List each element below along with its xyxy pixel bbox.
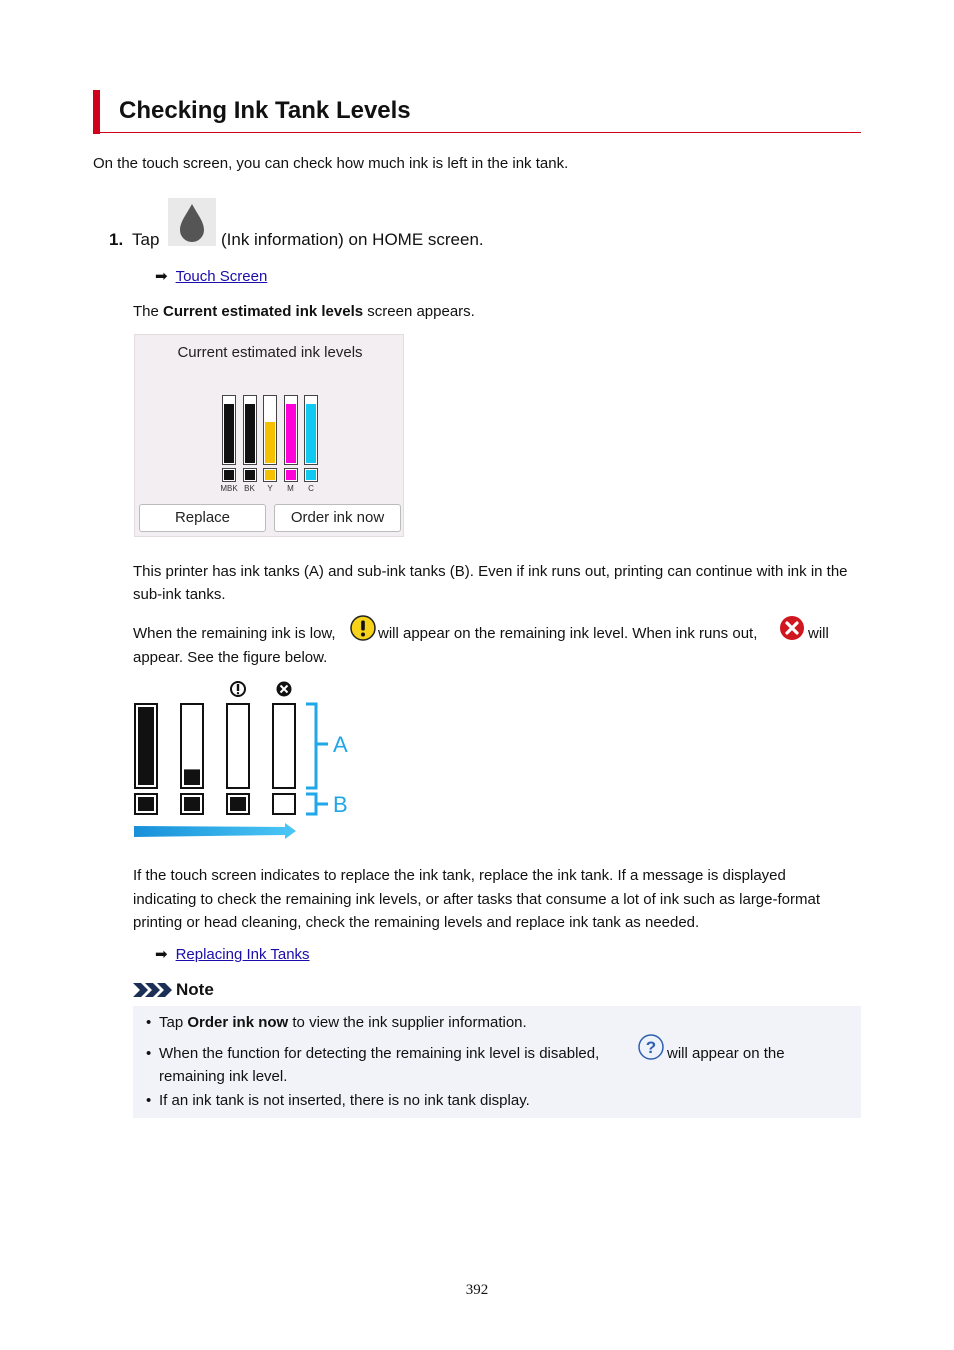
ink-tank-c xyxy=(304,395,318,465)
ink-out-error-icon xyxy=(779,615,805,645)
ink-level-figure xyxy=(130,678,360,843)
ink-levels-screen xyxy=(134,334,404,537)
arrow-right-icon: ➡ xyxy=(155,268,168,285)
link-replacing-row xyxy=(155,943,310,966)
ink-tank-label: M xyxy=(287,484,294,493)
para-low-part2: will appear on the remaining ink level. When ink runs out, xyxy=(378,625,758,642)
appears-bold: Current estimated ink levels xyxy=(163,303,364,320)
note-title: Note xyxy=(176,980,214,999)
note-item-1: • Tap Order ink now to view the ink supplier information. xyxy=(146,1014,527,1031)
figure-ink-tank-fill xyxy=(184,769,200,785)
sub-ink-tank-c xyxy=(304,468,318,482)
paragraph-tanks: This printer has ink tanks (A) and sub-ink tanks (B). Even if ink runs out, printing can continue with ink in the sub-ink tanks. xyxy=(133,563,848,603)
sub-ink-tank-y xyxy=(263,468,277,482)
figure-ink-tank-fill xyxy=(138,707,154,785)
ink-tank-bk xyxy=(243,395,257,465)
figure-sub-ink-tank-fill xyxy=(138,797,154,811)
step-tap-text: Tap xyxy=(132,230,160,249)
figure-sub-ink-tank-fill xyxy=(230,797,246,811)
ink-tank-fill xyxy=(286,404,296,463)
note-item-2: • When the function for detecting the remaining ink level is disabled, xyxy=(146,1045,600,1062)
para-replace-line3: printing or head cleaning, check the remaining levels and replace ink tank as needed. xyxy=(133,914,700,931)
note-icon xyxy=(133,981,173,1003)
link-touch-screen-row xyxy=(155,265,267,288)
intro-text: On the touch screen, you can check how much ink is left in the ink tank. xyxy=(93,155,569,172)
figure-ink-tank xyxy=(227,704,249,788)
screen-title: Current estimated ink levels xyxy=(177,344,363,361)
ink-low-warning-icon xyxy=(350,615,376,645)
heading-accent-bar xyxy=(93,90,100,134)
figure-label-a: A xyxy=(333,732,348,757)
ink-tank-fill xyxy=(245,404,255,463)
para-replace-line2: indicating to check the remaining ink levels, or after tasks that consume a lot of ink such as large-format xyxy=(133,891,820,908)
ink-tank-label: MBK xyxy=(220,484,238,493)
touch-screen-link[interactable]: Touch Screen xyxy=(175,268,268,285)
ink-tank-fill xyxy=(224,404,234,463)
page-title: Checking Ink Tank Levels xyxy=(119,97,411,124)
ink-information-icon xyxy=(168,198,216,246)
ink-tank-m xyxy=(284,395,298,465)
heading-rule xyxy=(100,132,861,133)
para-low-part1: When the remaining ink is low, xyxy=(133,625,336,642)
replacing-ink-tanks-link[interactable]: Replacing Ink Tanks xyxy=(175,946,310,963)
figure-progress-arrow xyxy=(134,823,296,839)
figure-sub-ink-tank-fill xyxy=(184,797,200,811)
figure-label-b: B xyxy=(333,792,348,817)
note-item-3: • If an ink tank is not inserted, there is no ink tank display. xyxy=(146,1092,530,1109)
ink-tank-label: BK xyxy=(244,484,255,493)
figure-warning-icon xyxy=(231,682,245,696)
figure-ink-tank xyxy=(273,704,295,788)
replace-button[interactable]: Replace xyxy=(139,504,266,532)
para-replace-line1: If the touch screen indicates to replace the ink tank, replace the ink tank. If a message is displayed xyxy=(133,867,786,884)
figure-sub-ink-tank xyxy=(273,794,295,814)
note-item1-bold: Order ink now xyxy=(187,1014,289,1031)
figure-error-icon xyxy=(277,682,292,697)
appears-pre: The xyxy=(133,303,164,320)
ink-tank-label: C xyxy=(308,484,314,493)
ink-tank-fill xyxy=(306,404,316,463)
order-ink-now-button[interactable]: Order ink now xyxy=(274,504,401,532)
note-item-2c: remaining ink level. xyxy=(159,1068,288,1085)
step-rest-text: (Ink information) on HOME screen. xyxy=(221,230,484,249)
unknown-level-icon xyxy=(638,1034,664,1064)
svg-text:?: ? xyxy=(645,1038,657,1057)
ink-tank-fill xyxy=(265,422,275,463)
note-item-2b: will appear on the xyxy=(667,1045,785,1062)
sub-ink-tank-bk xyxy=(243,468,257,482)
step-number: 1. xyxy=(109,230,124,249)
ink-tank-y xyxy=(263,395,277,465)
appears-post: screen appears. xyxy=(363,303,475,320)
para-low-part3: will xyxy=(808,625,829,642)
arrow-right-icon: ➡ xyxy=(155,946,168,963)
sub-ink-tank-mbk xyxy=(222,468,236,482)
para-low-part4: appear. See the figure below. xyxy=(133,649,328,666)
screen-appears-text xyxy=(133,300,475,323)
sub-ink-tank-m xyxy=(284,468,298,482)
ink-tank-mbk xyxy=(222,395,236,465)
page-number: 392 xyxy=(465,1282,489,1298)
note-box xyxy=(133,1006,861,1118)
ink-tank-label: Y xyxy=(267,484,273,493)
